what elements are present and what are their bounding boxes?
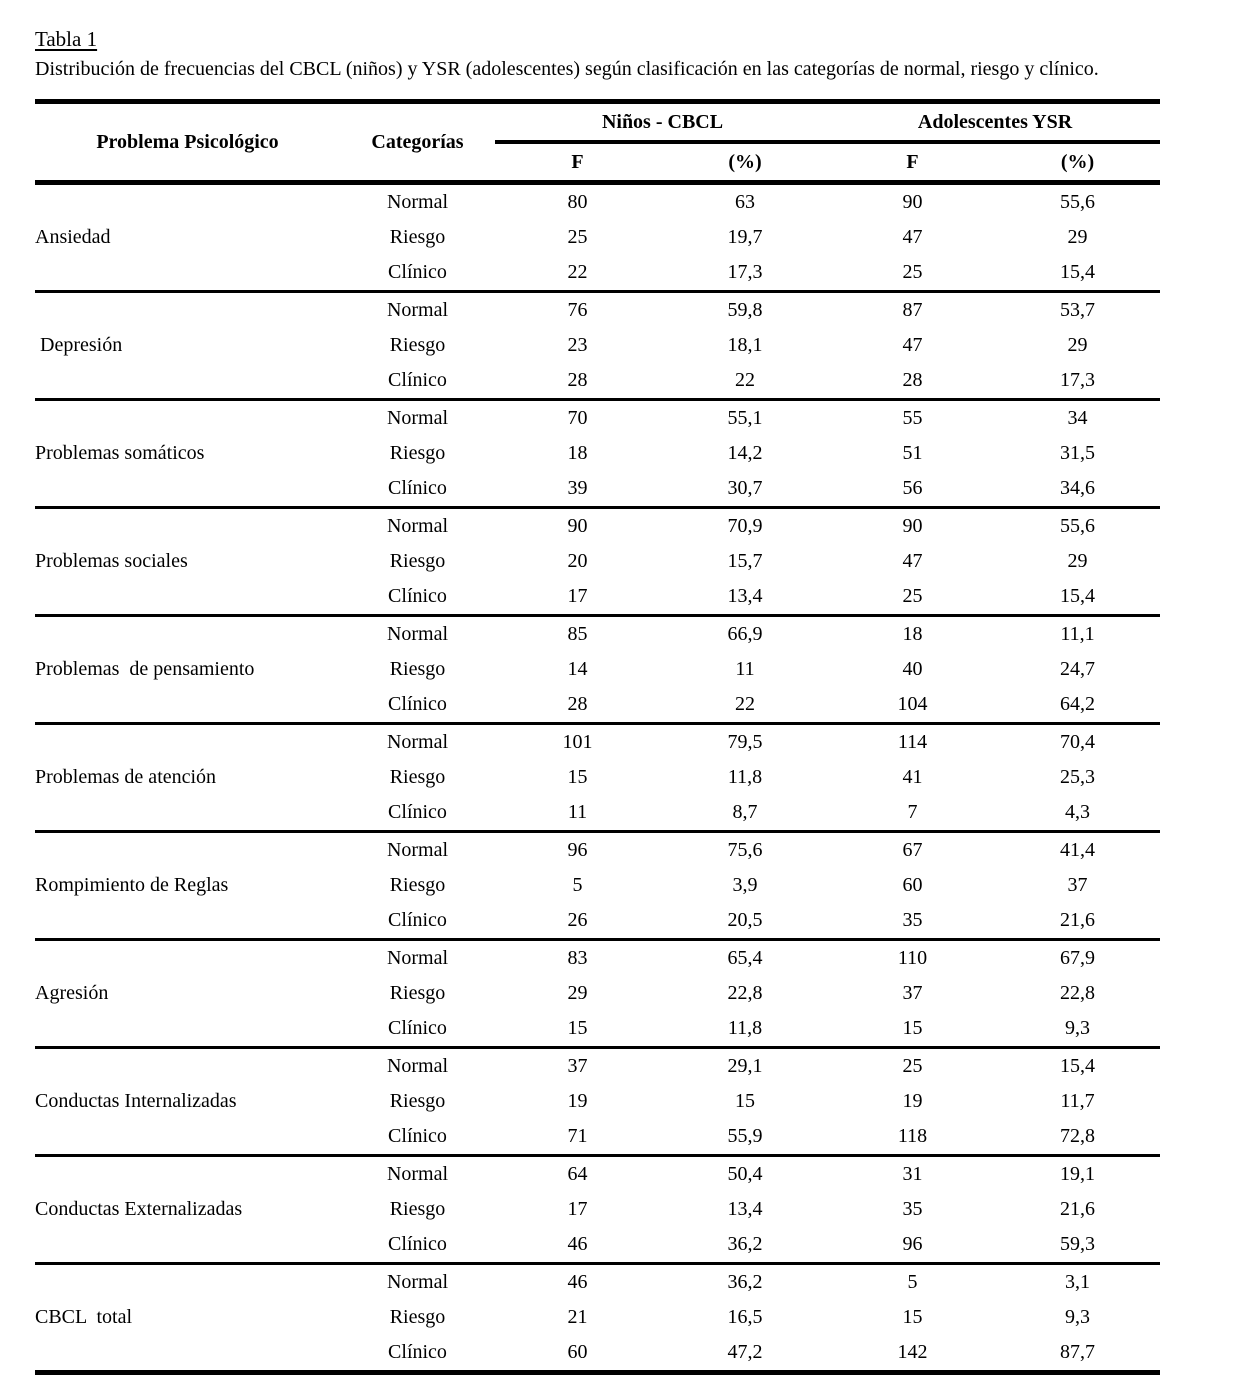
value-cell: 96 — [567, 839, 588, 861]
value-cell: 55 — [902, 407, 923, 429]
value-cell: 15,7 — [727, 550, 763, 572]
category-cell: Clínico — [388, 1341, 447, 1363]
value-cell: 4,3 — [1065, 801, 1091, 823]
value-cell: 28 — [567, 369, 588, 391]
table-row — [35, 724, 1160, 761]
value-cell: 41,4 — [1060, 839, 1096, 861]
value-cell: 114 — [897, 731, 928, 753]
table-row — [35, 940, 1160, 977]
col-header-ysr-f: F — [830, 142, 995, 183]
value-cell: 65,4 — [727, 947, 763, 969]
value-cell: 15 — [902, 1017, 923, 1039]
value-cell: 87,7 — [1060, 1341, 1096, 1363]
category-cell: Riesgo — [389, 766, 446, 788]
value-cell: 9,3 — [1065, 1306, 1091, 1328]
category-cell: Clínico — [388, 1125, 447, 1147]
problem-group — [35, 1264, 1160, 1373]
value-cell: 15 — [567, 1017, 588, 1039]
category-cell: Normal — [386, 1163, 449, 1185]
col-header-cbcl-f: F — [495, 142, 660, 183]
value-cell: 11,8 — [727, 1017, 763, 1039]
category-cell: Normal — [386, 299, 449, 321]
problem-group — [35, 724, 1160, 832]
table-row — [35, 292, 1160, 329]
category-cell: Riesgo — [389, 1306, 446, 1328]
table-row — [35, 616, 1160, 653]
value-cell: 7 — [907, 801, 918, 823]
category-cell: Clínico — [388, 909, 447, 931]
value-cell: 47 — [902, 550, 923, 572]
value-cell: 22 — [735, 369, 755, 391]
value-cell: 36,2 — [727, 1271, 763, 1293]
value-cell: 70,9 — [727, 515, 763, 537]
category-cell: Clínico — [388, 585, 447, 607]
category-cell: Riesgo — [389, 226, 446, 248]
value-cell: 15 — [567, 766, 588, 788]
value-cell: 70 — [567, 407, 588, 429]
value-cell: 25 — [902, 585, 923, 607]
value-cell: 21,6 — [1060, 1198, 1096, 1220]
category-cell: Normal — [386, 947, 449, 969]
value-cell: 47,2 — [727, 1341, 763, 1363]
value-cell: 56 — [902, 477, 923, 499]
value-cell: 29 — [1067, 334, 1088, 356]
value-cell: 29 — [1067, 550, 1088, 572]
value-cell: 19 — [902, 1090, 923, 1112]
table-header — [35, 102, 1160, 183]
value-cell: 63 — [735, 191, 755, 213]
table-row — [35, 183, 1160, 221]
table-row — [35, 1156, 1160, 1193]
value-cell: 11,7 — [1060, 1090, 1095, 1112]
value-cell: 22 — [735, 693, 755, 715]
table-row — [35, 400, 1160, 437]
value-cell: 50,4 — [727, 1163, 763, 1185]
category-cell: Normal — [386, 1055, 449, 1077]
value-cell: 55,6 — [1060, 515, 1096, 537]
value-cell: 53,7 — [1060, 299, 1096, 321]
value-cell: 26 — [567, 909, 588, 931]
problem-group — [35, 832, 1160, 940]
value-cell: 83 — [567, 947, 588, 969]
problem-group — [35, 940, 1160, 1048]
col-group-ninos-cbcl: Niños - CBCL — [495, 102, 830, 143]
value-cell: 142 — [897, 1341, 928, 1363]
header-row-groups — [35, 102, 1160, 143]
table-row — [35, 832, 1160, 869]
value-cell: 22,8 — [1060, 982, 1096, 1004]
category-cell: Clínico — [388, 801, 447, 823]
value-cell: 47 — [902, 226, 923, 248]
value-cell: 55,1 — [727, 407, 763, 429]
value-cell: 22,8 — [727, 982, 763, 1004]
table-title: Tabla 1 — [35, 27, 98, 51]
value-cell: 41 — [902, 766, 923, 788]
value-cell: 118 — [897, 1125, 928, 1147]
category-cell: Riesgo — [389, 658, 446, 680]
value-cell: 64,2 — [1060, 693, 1096, 715]
value-cell: 13,4 — [727, 585, 763, 607]
value-cell: 46 — [567, 1233, 588, 1255]
value-cell: 34 — [1067, 407, 1088, 429]
category-cell: Clínico — [388, 1017, 447, 1039]
value-cell: 55,9 — [727, 1125, 763, 1147]
value-cell: 37 — [1067, 874, 1088, 896]
value-cell: 16,5 — [727, 1306, 763, 1328]
value-cell: 11 — [567, 801, 588, 823]
value-cell: 37 — [567, 1055, 588, 1077]
value-cell: 17 — [567, 1198, 588, 1220]
category-cell: Normal — [386, 1271, 449, 1293]
value-cell: 19,1 — [1060, 1163, 1096, 1185]
value-cell: 55,6 — [1060, 191, 1096, 213]
value-cell: 14,2 — [727, 442, 763, 464]
value-cell: 30,7 — [727, 477, 763, 499]
col-header-cbcl-pct: (%) — [660, 142, 830, 183]
value-cell: 40 — [902, 658, 923, 680]
problem-cell: Conductas Internalizadas — [35, 1090, 237, 1112]
category-cell: Clínico — [388, 261, 447, 283]
value-cell: 35 — [902, 1198, 923, 1220]
value-cell: 18 — [567, 442, 588, 464]
value-cell: 8,7 — [732, 801, 758, 823]
value-cell: 51 — [902, 442, 923, 464]
category-cell: Normal — [386, 515, 449, 537]
value-cell: 70,4 — [1060, 731, 1096, 753]
problem-cell: Problemas sociales — [35, 550, 188, 572]
category-cell: Normal — [386, 731, 449, 753]
category-cell: Riesgo — [389, 982, 446, 1004]
value-cell: 19 — [567, 1090, 588, 1112]
problem-group — [35, 1048, 1160, 1156]
value-cell: 20 — [567, 550, 588, 572]
problem-group — [35, 183, 1160, 292]
category-cell: Riesgo — [389, 334, 446, 356]
value-cell: 3,9 — [732, 874, 758, 896]
problem-group — [35, 292, 1160, 400]
category-cell: Normal — [386, 407, 449, 429]
col-header-categorias: Categorías — [340, 102, 495, 183]
value-cell: 29,1 — [727, 1055, 763, 1077]
value-cell: 29 — [1067, 226, 1088, 248]
problem-cell: Rompimiento de Reglas — [35, 874, 229, 896]
value-cell: 79,5 — [727, 731, 763, 753]
value-cell: 5 — [907, 1271, 918, 1293]
category-cell: Riesgo — [389, 442, 446, 464]
problem-cell: Agresión — [35, 982, 109, 1004]
value-cell: 67,9 — [1060, 947, 1096, 969]
value-cell: 25 — [567, 226, 588, 248]
category-cell: Riesgo — [389, 550, 446, 572]
value-cell: 36,2 — [727, 1233, 763, 1255]
value-cell: 18 — [902, 623, 923, 645]
value-cell: 39 — [567, 477, 588, 499]
value-cell: 35 — [902, 909, 923, 931]
value-cell: 96 — [902, 1233, 923, 1255]
value-cell: 31,5 — [1060, 442, 1096, 464]
value-cell: 20,5 — [727, 909, 763, 931]
value-cell: 15 — [902, 1306, 923, 1328]
category-cell: Normal — [386, 191, 449, 213]
problem-cell: Conductas Externalizadas — [35, 1198, 243, 1220]
value-cell: 11,1 — [1060, 623, 1095, 645]
col-header-ysr-pct: (%) — [995, 142, 1160, 183]
category-cell: Normal — [386, 839, 449, 861]
problem-cell: Problemas somáticos — [35, 442, 205, 464]
table-row — [35, 508, 1160, 545]
category-cell: Riesgo — [389, 1198, 446, 1220]
value-cell: 60 — [567, 1341, 588, 1363]
value-cell: 23 — [567, 334, 588, 356]
value-cell: 11,8 — [727, 766, 763, 788]
value-cell: 17,3 — [727, 261, 763, 283]
value-cell: 15,4 — [1060, 1055, 1096, 1077]
value-cell: 5 — [572, 874, 583, 896]
value-cell: 15 — [735, 1090, 755, 1112]
value-cell: 90 — [902, 191, 923, 213]
category-cell: Normal — [386, 623, 449, 645]
value-cell: 13,4 — [727, 1198, 763, 1220]
value-cell: 28 — [567, 693, 588, 715]
value-cell: 90 — [902, 515, 923, 537]
value-cell: 21 — [567, 1306, 588, 1328]
col-header-problema-psicologico: Problema Psicológico — [35, 102, 340, 183]
value-cell: 110 — [897, 947, 928, 969]
value-cell: 17,3 — [1060, 369, 1096, 391]
value-cell: 60 — [902, 874, 923, 896]
value-cell: 28 — [902, 369, 923, 391]
table-row — [35, 1048, 1160, 1085]
value-cell: 90 — [567, 515, 588, 537]
value-cell: 66,9 — [727, 623, 763, 645]
value-cell: 11 — [735, 658, 755, 680]
value-cell: 47 — [902, 334, 923, 356]
value-cell: 17 — [567, 585, 588, 607]
problem-cell: Problemas de pensamiento — [35, 658, 255, 680]
value-cell: 15,4 — [1060, 261, 1096, 283]
value-cell: 18,1 — [727, 334, 763, 356]
value-cell: 67 — [902, 839, 923, 861]
problem-cell: Ansiedad — [35, 226, 111, 248]
problem-group — [35, 1156, 1160, 1264]
value-cell: 59,8 — [727, 299, 763, 321]
value-cell: 29 — [567, 982, 588, 1004]
table-row — [35, 1264, 1160, 1301]
table-caption: Distribución de frecuencias del CBCL (niños) y YSR (adolescentes) según clasificación en las categorías de normal, riesgo y clínico. — [35, 58, 1099, 80]
value-cell: 75,6 — [727, 839, 763, 861]
value-cell: 46 — [567, 1271, 588, 1293]
value-cell: 19,7 — [727, 226, 763, 248]
value-cell: 87 — [902, 299, 923, 321]
value-cell: 72,8 — [1060, 1125, 1096, 1147]
category-cell: Clínico — [388, 693, 447, 715]
value-cell: 80 — [567, 191, 588, 213]
value-cell: 25,3 — [1060, 766, 1096, 788]
value-cell: 34,6 — [1060, 477, 1096, 499]
problem-cell: Depresión — [35, 334, 123, 356]
value-cell: 76 — [567, 299, 588, 321]
category-cell: Riesgo — [389, 1090, 446, 1112]
value-cell: 25 — [902, 1055, 923, 1077]
value-cell: 64 — [567, 1163, 588, 1185]
col-group-adolescentes-ysr: Adolescentes YSR — [830, 102, 1160, 143]
value-cell: 71 — [567, 1125, 588, 1147]
value-cell: 14 — [567, 658, 588, 680]
value-cell: 101 — [562, 731, 593, 753]
value-cell: 9,3 — [1065, 1017, 1091, 1039]
value-cell: 37 — [902, 982, 923, 1004]
category-cell: Clínico — [388, 477, 447, 499]
value-cell: 22 — [567, 261, 588, 283]
value-cell: 24,7 — [1060, 658, 1096, 680]
category-cell: Riesgo — [389, 874, 446, 896]
problem-group — [35, 400, 1160, 508]
value-cell: 3,1 — [1065, 1271, 1091, 1293]
problem-group — [35, 508, 1160, 616]
frequency-table — [35, 99, 1160, 1375]
value-cell: 85 — [567, 623, 588, 645]
category-cell: Clínico — [388, 369, 447, 391]
problem-cell: CBCL total — [35, 1306, 133, 1328]
value-cell: 104 — [897, 693, 928, 715]
problem-group — [35, 616, 1160, 724]
value-cell: 21,6 — [1060, 909, 1096, 931]
category-cell: Clínico — [388, 1233, 447, 1255]
value-cell: 59,3 — [1060, 1233, 1096, 1255]
problem-cell: Problemas de atención — [35, 766, 217, 788]
value-cell: 15,4 — [1060, 585, 1096, 607]
value-cell: 31 — [902, 1163, 923, 1185]
value-cell: 25 — [902, 261, 923, 283]
